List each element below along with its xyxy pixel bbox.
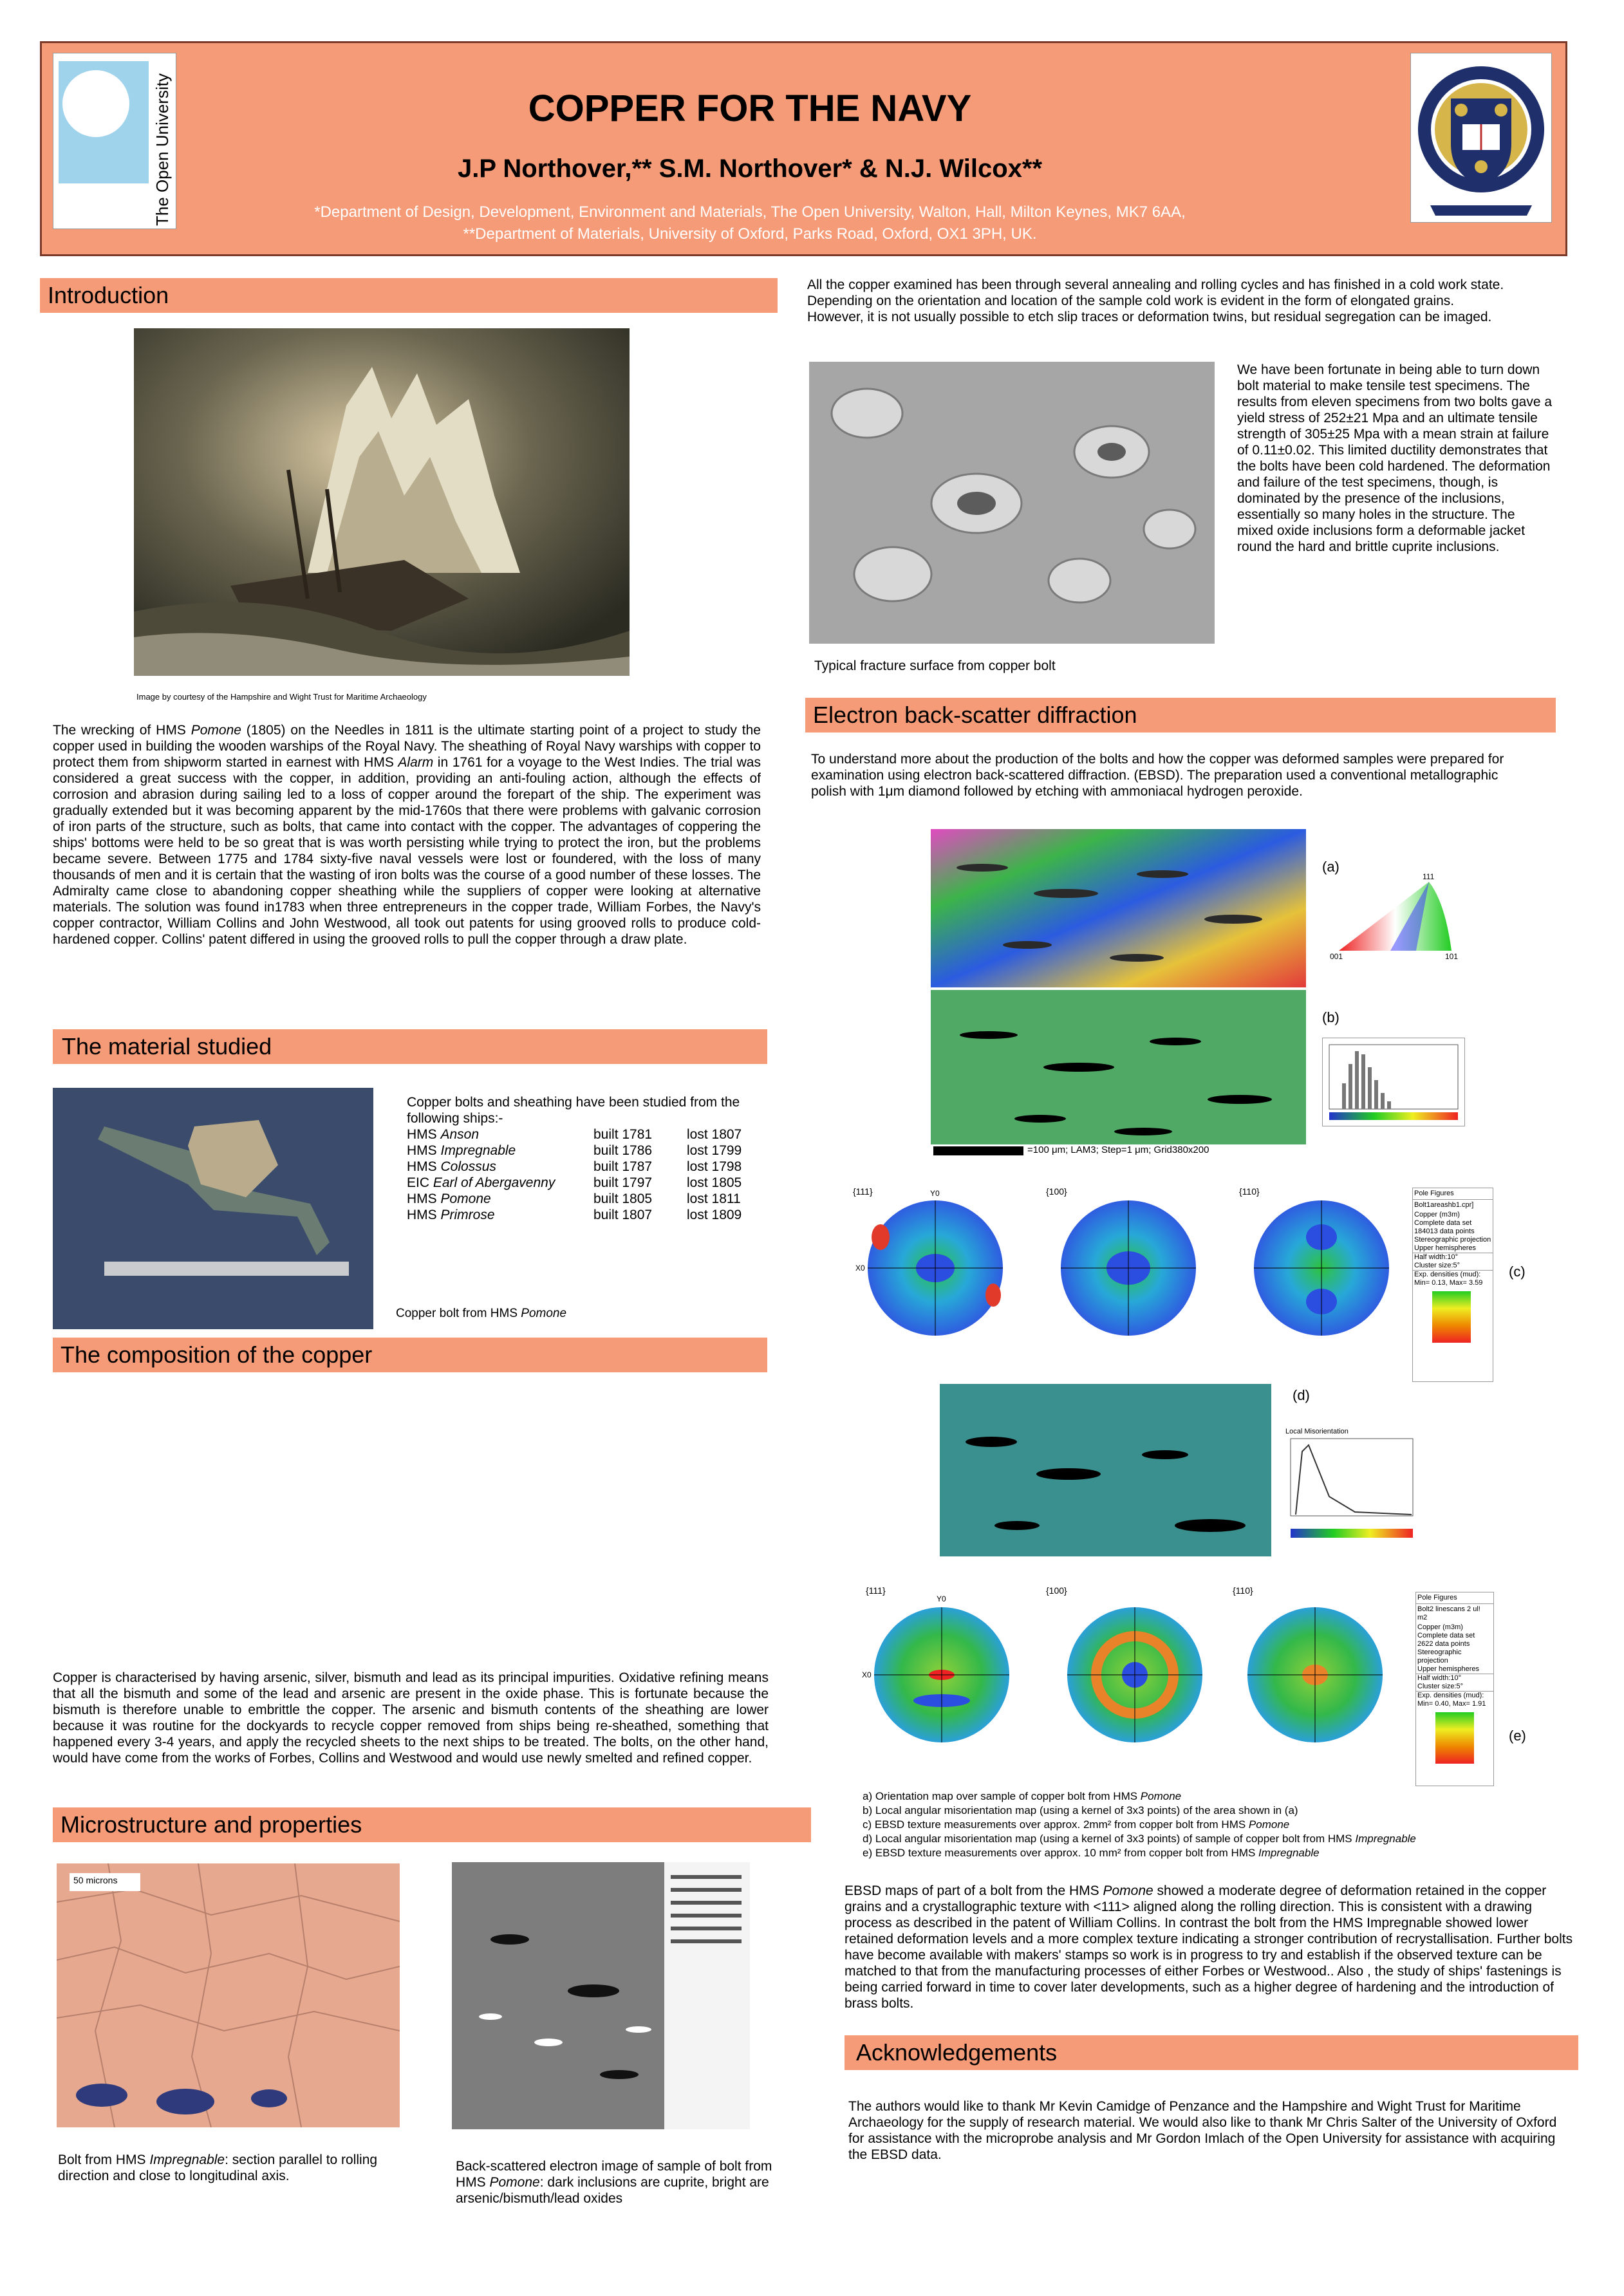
open-university-logo xyxy=(53,53,176,229)
authors: J.P Northover,** S.M. Northover* & N.J. Wilcox** xyxy=(457,154,1043,183)
legend-e-line: Copper (m3m) xyxy=(1417,1623,1463,1631)
legend-c-line: Upper hemispheres xyxy=(1413,1244,1493,1253)
shipwreck-painting xyxy=(134,328,630,676)
ebsd-intro-text: To understand more about the production of the bolts and how the copper was deformed samples were prepared for examination using electron back-scattered diffraction. (EBSD). The preparation used a conventional metallographic polish with 1μm diamond followed by etching with ammoniacal hydrogen peroxide. xyxy=(811,752,1504,799)
ipf-label-111: 111 xyxy=(1423,872,1435,881)
section-microstructure: Microstructure and properties xyxy=(53,1807,811,1842)
pf-c-label-100: {100} xyxy=(1046,1186,1067,1197)
label-e: (e) xyxy=(1509,1728,1526,1744)
legend-e-line: Complete data set xyxy=(1417,1632,1475,1639)
label-c: (c) xyxy=(1509,1264,1526,1280)
section-ebsd: Electron back-scatter diffraction xyxy=(805,698,1556,733)
legend-e-line: Stereographic projection xyxy=(1417,1648,1462,1665)
ship-row: HMS Anson built 1781 lost 1807 xyxy=(407,1127,742,1142)
header-banner xyxy=(40,41,1567,256)
fracture-surface-image xyxy=(809,362,1215,644)
pole-figure-legend-c xyxy=(1412,1188,1493,1382)
pf-e-label-111: {111} xyxy=(866,1585,886,1596)
caption-e: e) EBSD texture measurements over approx. 10 mm² from copper bolt from HMS Impregnable xyxy=(863,1847,1320,1859)
pole-figures-c xyxy=(845,1186,1412,1340)
cold-work-text: All the copper examined has been through several annealing and rolling cycles and has finished in a cold work state. Depending on the orientation and location of the sample cold work is evident in the form of elongated grains. However, it is not usually possible to etch slip traces or deformation twins, but residual segregation can be imaged. xyxy=(807,277,1504,324)
label-d: (d) xyxy=(1293,1387,1310,1403)
ship-row: HMS Colossus built 1787 lost 1798 xyxy=(407,1159,742,1174)
ebsd-discussion-text: EBSD maps of part of a bolt from the HMS Pomone showed a moderate degree of deformation retained in the copper grains and a crystallographic texture with <111> aligned along the rolling direction. This is consistent with a drawing process as described in the patent of William Collins. In contrast the bolt from the HMS Impregnable showed lower retained deformation levels and a more complex texture indicating a stronger contribution of recrystallisation. Further bolts have become available with makers' stamps so work is in progress to try and establish if the observed texture can be matched to that from the manufacturing processes of either Forbes or Westwood.. Also , the study of ships' fastenings is being carried forward in time to cover later developments, such as a higher degree of hardening and the introduction of brass bolts. xyxy=(845,1883,1573,2011)
composition-text: Copper is characterised by having arsenic, silver, bismuth and lead as its principal impurities. Oxidative refining means that all the bismuth and some of the lead and arsenic are present in the oxide phase. This is fortunate because the bismuth is therefore unable to embrittle the copper. The arsenic and bismuth contents of the sheathing are lower because it was routine for the dockyards to recycle copper removed from ships being re-sheathed, something that happened every 3-4 years, and apply the recycled sheets to the next ships to be treated. The bolts, on the other hand, would have come from the works of Forbes, Collins and Westwood and would use newly smelted and refined copper. xyxy=(53,1670,769,1766)
ebsd-figure-captions xyxy=(863,1789,1558,1860)
legend-c-line: Half width:10° xyxy=(1414,1253,1458,1261)
ship-row: EIC Earl of Abergavenny built 1797 lost 1805 xyxy=(407,1175,742,1190)
affiliation-2: **Department of Materials, University of Oxford, Parks Road, Oxford, OX1 3PH, UK. xyxy=(463,225,1037,243)
pf-e-label-100: {100} xyxy=(1046,1585,1067,1596)
ship-row: HMS Primrose built 1807 lost 1809 xyxy=(407,1208,742,1222)
ou-logo-text: The Open University xyxy=(153,73,172,226)
misorientation-histogram-b xyxy=(1322,1038,1465,1126)
orientation-map-a xyxy=(931,829,1306,987)
bolt-caption: Copper bolt from HMS Pomone xyxy=(396,1307,567,1320)
section-composition: The composition of the copper xyxy=(53,1338,767,1372)
legend-e-line: 2622 data points xyxy=(1417,1640,1470,1648)
caption-b: b) Local angular misorientation map (using a kernel of 3x3 points) of the area shown in (a) xyxy=(863,1804,1298,1816)
ipf-label-101: 101 xyxy=(1445,952,1459,960)
legend-c-title: Pole Figures xyxy=(1413,1188,1493,1200)
misorientation-map-d xyxy=(940,1384,1271,1556)
legend-c-line: Exp. densities (mud): xyxy=(1414,1271,1481,1278)
legend-c-line: Stereographic projection xyxy=(1414,1236,1491,1244)
legend-e-line: Half width:10° xyxy=(1417,1674,1461,1682)
legend-c-colorbar xyxy=(1432,1291,1471,1343)
misorientation-map-b xyxy=(931,990,1306,1157)
etched-micrograph xyxy=(57,1863,400,2127)
pf-c-label-111: {111} xyxy=(853,1186,873,1197)
legend-c-line: Bolt1areashb1.cpr] xyxy=(1414,1201,1474,1209)
section-introduction: Introduction xyxy=(40,278,778,313)
legend-e-line: Cluster size:5° xyxy=(1416,1683,1493,1692)
legend-e-line: Min= 0.40, Max= 1.91 xyxy=(1417,1700,1486,1708)
caption-c: c) EBSD texture measurements over approx. 2mm² from copper bolt from HMS Pomone xyxy=(863,1818,1290,1831)
painting-caption: Image by courtesy of the Hampshire and Wight Trust for Maritime Archaeology xyxy=(136,692,427,702)
ipf-color-key xyxy=(1326,870,1461,960)
legend-e-line: Upper hemispheres xyxy=(1416,1665,1493,1674)
section-material-studied: The material studied xyxy=(53,1029,767,1064)
ebsd-scalebar-label: =100 μm; LAM3; Step=1 μm; Grid380x200 xyxy=(1027,1144,1209,1155)
backscatter-caption: Back-scattered electron image of sample of bolt from HMS Pomone: dark inclusions are cuprite, bright are arsenic/bismuth/lead oxides xyxy=(456,2159,772,2206)
legend-e-line: Bolt2 linescans 2 ul! m2 xyxy=(1417,1605,1480,1621)
legend-e-colorbar xyxy=(1435,1712,1474,1764)
ships-intro: Copper bolts and sheathing have been studied from the following ships:- xyxy=(407,1095,740,1126)
ipf-label-001: 001 xyxy=(1330,952,1343,960)
tensile-test-text: We have been fortunate in being able to turn down bolt material to make tensile test specimens. The results from eleven specimens from two bolts gave a yield stress of 252±21 Mpa and an ultimate tensile strength of 305±25 Mpa with a mean strain at failure of 0.11±0.02. This limited ductility demonstrates that the bolts have been cold hardened. The deformation and failure of the test specimens, though, is dominated by the presence of the inclusions, essentially so many holes in the structure. The mixed oxide inclusions form a deformable jacket round the hard and brittle cuprite inclusions. xyxy=(1237,362,1553,554)
pole-figures-e xyxy=(845,1585,1412,1746)
caption-a: a) Orientation map over sample of copper bolt from HMS Pomone xyxy=(863,1790,1182,1802)
backscatter-image xyxy=(452,1862,750,2129)
pf-e-label-110: {110} xyxy=(1233,1585,1253,1596)
oxford-crest-logo xyxy=(1410,53,1552,223)
pf-c-label-110: {110} xyxy=(1239,1186,1260,1197)
pf-c-axis-x: X0 xyxy=(855,1264,865,1273)
caption-d: d) Local angular misorientation map (using a kernel of 3x3 points) of sample of copper bolt from HMS Impregnable xyxy=(863,1833,1416,1845)
ship-row: HMS Impregnable built 1786 lost 1799 xyxy=(407,1143,742,1158)
introduction-text: The wrecking of HMS Pomone (1805) on the Needles in 1811 is the ultimate starting point of a project to study the copper used in building the wooden warships of the Royal Navy. The sheathing of Royal Navy warships with copper to protect them from shipworm started in earnest with HMS Alarm in 1761 for a voyage to the West Indies. The trial was considered a great success with the copper, in addition, providing an anti-fouling action, although the effects of corrosion and abrasion during sailing led to a loss of copper around the forepart of the ship. The experiment was gradually extended but it was becoming apparent by the mid-1760s that there were problems with galvanic corrosion of iron parts of the structure, such as bolts, that came into contact with the copper. The advantages of coppering the ships' bottoms were held to be so great that is was worth persisting while trying to protect the iron, but the problems became severe. Between 1775 and 1784 sixty-five naval vessels were lost or foundered, with the loss of many thousands of men and it is certain that the wasting of iron bolts was the course of a good number of these losses. The Admiralty came close to abandoning copper sheathing while the suppliers of copper were looking at alternative materials. The solution was found in1783 when three entrepreneurs in the copper trade, William Forbes, the Navy's copper contractor, William Collins and John Westwood, all took out patents for using grooved rolls to produce cold-hardened copper. Collins' patent differed in using the grooved rolls to pull the copper through a draw plate. xyxy=(53,723,761,947)
pf-e-axis-y: Y0 xyxy=(937,1594,946,1603)
local-misorientation-label: Local Misorientation xyxy=(1285,1428,1349,1435)
legend-c-line: Min= 0.13, Max= 3.59 xyxy=(1414,1279,1483,1287)
legend-c-line: Copper (m3m) xyxy=(1414,1211,1460,1218)
label-a: (a) xyxy=(1322,859,1339,875)
legend-c-line: 184013 data points xyxy=(1414,1227,1475,1235)
affiliation-1: *Department of Design, Development, Environment and Materials, The Open University, Walton, Hall, Milton Keynes, MK7 6AA, xyxy=(314,203,1186,221)
misorientation-histogram-d xyxy=(1284,1426,1419,1542)
copper-bolt-photo xyxy=(53,1088,373,1329)
legend-e-line: Exp. densities (mud): xyxy=(1417,1692,1484,1699)
pole-figure-legend-e xyxy=(1415,1592,1494,1786)
section-acknowledgements: Acknowledgements xyxy=(845,2035,1578,2070)
fracture-caption: Typical fracture surface from copper bolt xyxy=(814,658,1056,673)
legend-c-line: Complete data set xyxy=(1414,1219,1472,1227)
poster-title: COPPER FOR THE NAVY xyxy=(528,88,972,129)
pf-e-axis-x: X0 xyxy=(862,1670,872,1679)
label-b: (b) xyxy=(1322,1009,1339,1025)
micrograph-scale-label: 50 microns xyxy=(73,1875,118,1885)
pf-c-axis-y: Y0 xyxy=(930,1189,940,1198)
legend-e-title: Pole Figures xyxy=(1416,1592,1493,1604)
ships-list xyxy=(407,1094,767,1223)
ship-row: HMS Pomone built 1805 lost 1811 xyxy=(407,1191,741,1206)
micrograph-caption: Bolt from HMS Impregnable: section parallel to rolling direction and close to longitudinal axis. xyxy=(58,2152,378,2183)
legend-c-line: Cluster size:5° xyxy=(1413,1262,1493,1271)
acknowledgements-text: The authors would like to thank Mr Kevin Camidge of Penzance and the Hampshire and Wight Trust for Maritime Archaeology for the supply of research material. We would also like to thank Mr Chris Salter of the University of Oxford for assistance with the microprobe analysis and Mr Gordon Imlach of the Open University for assistance with acquiring the EBSD data. xyxy=(848,2099,1557,2162)
